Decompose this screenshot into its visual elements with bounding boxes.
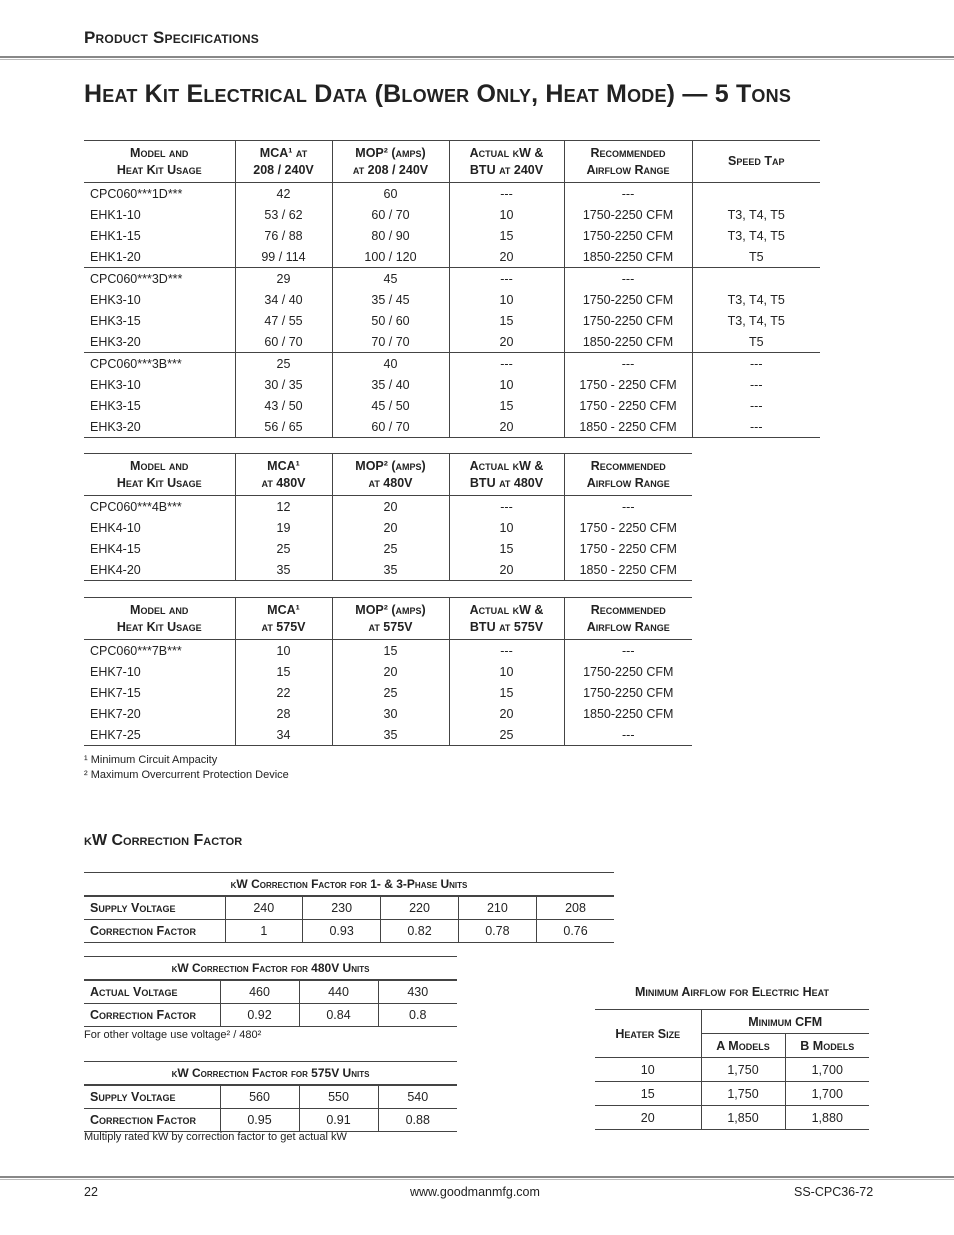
table-cell: 20 <box>449 559 564 581</box>
table-cell: EHK7-15 <box>90 685 141 700</box>
ma-cell: 1,750 <box>701 1082 785 1106</box>
table-cell: EHK4-10 <box>90 520 141 535</box>
table-cell: EHK4-15 <box>90 541 141 556</box>
footer-rule <box>0 1176 954 1178</box>
cf-cell: 430 <box>378 980 457 1004</box>
column-header <box>449 598 564 640</box>
table-cell: 1850-2250 CFM <box>564 703 692 724</box>
table-cell: 10 <box>449 517 564 538</box>
column-header-line: Recommended <box>590 602 666 617</box>
cf-cell: 460 <box>220 980 299 1004</box>
table-row <box>84 724 692 746</box>
cf-cell: 0.82 <box>381 920 458 943</box>
table-cell: 1850-2250 CFM <box>564 331 692 353</box>
table-cell: 30 <box>332 703 449 724</box>
kw-correction-table-1-3-phase <box>84 872 614 943</box>
table-cell: 20 <box>449 416 564 438</box>
table-cell: 1750 - 2250 CFM <box>564 395 692 416</box>
table-cell: 60 / 70 <box>235 331 332 353</box>
table-cell: EHK3-20 <box>84 416 235 438</box>
cf-cell: 230 <box>302 896 380 920</box>
column-header-line: Speed Tap <box>728 154 785 168</box>
cf-cell: 540 <box>378 1085 457 1109</box>
table-row <box>84 331 820 353</box>
column-header <box>564 454 692 496</box>
cf-cell: 208 <box>537 896 614 920</box>
table-cell: --- <box>692 416 820 438</box>
cf-cell: 240 <box>225 896 302 920</box>
table-cell: CPC060***3D*** <box>90 271 183 286</box>
table-cell: 20 <box>449 703 564 724</box>
table-cell: 1750 - 2250 CFM <box>564 374 692 395</box>
table-row <box>84 703 692 724</box>
column-header-line: Airflow Range <box>586 162 670 177</box>
cf-caption: kW Correction Factor for 575V Units <box>84 1062 457 1086</box>
table-cell: 60 / 70 <box>332 204 449 225</box>
table-row <box>84 640 692 662</box>
cf-cell: 0.88 <box>378 1109 457 1132</box>
table-cell: EHK3-10 <box>90 377 141 392</box>
table-cell: --- <box>564 353 692 375</box>
table-cell: T5 <box>692 331 820 353</box>
column-header-line: BTU at 480V <box>469 475 544 490</box>
table-cell: 1850-2250 CFM <box>564 246 692 268</box>
footer-rule-thin <box>0 1179 954 1180</box>
table-cell: --- <box>692 374 820 395</box>
table-cell: 10 <box>449 374 564 395</box>
table-cell: 45 <box>332 268 449 290</box>
column-header <box>449 454 564 496</box>
table-cell: T3, T4, T5 <box>692 225 820 246</box>
column-header-line: MCA¹ <box>267 458 300 473</box>
column-header <box>564 598 692 640</box>
ma-cell: 1,700 <box>785 1058 869 1082</box>
table-cell: 25 <box>235 538 332 559</box>
column-header-line: Actual kW & <box>469 458 544 473</box>
section-heading: Product Specifications <box>84 28 259 47</box>
column-header-line: at 575V <box>368 619 413 634</box>
table-cell: 19 <box>235 517 332 538</box>
table-row <box>84 183 820 205</box>
heat-kit-table-575v <box>84 597 692 746</box>
table-cell: --- <box>449 640 564 662</box>
cf-label: Correction Factor <box>84 1109 220 1132</box>
table-cell: 15 <box>449 682 564 703</box>
cf-cell: 1 <box>225 920 302 943</box>
column-header-line: Heat Kit Usage <box>116 619 202 634</box>
ma-cell: 10 <box>595 1058 701 1082</box>
table-cell: 34 / 40 <box>235 289 332 310</box>
table-cell: 22 <box>235 682 332 703</box>
column-header <box>332 141 449 183</box>
table-cell: 60 <box>332 183 449 205</box>
ma-cell: 1,750 <box>701 1058 785 1082</box>
cf-cell: 220 <box>381 896 458 920</box>
ma-cell: 1,850 <box>701 1106 785 1130</box>
table-row <box>84 661 692 682</box>
table-cell: T5 <box>692 246 820 268</box>
header-rule <box>0 56 954 58</box>
header-rule-thin <box>0 59 954 60</box>
table-cell: 42 <box>235 183 332 205</box>
table-cell: T3, T4, T5 <box>692 289 820 310</box>
table-row <box>84 289 820 310</box>
column-header-line: Model and <box>130 602 189 617</box>
table-cell: 45 / 50 <box>332 395 449 416</box>
table-cell: 10 <box>449 289 564 310</box>
table-cell: 1750-2250 CFM <box>564 204 692 225</box>
column-header-line: MOP² (amps) <box>355 145 426 160</box>
kw-correction-table-575v <box>84 1061 457 1132</box>
footnote-mca: ¹ Minimum Circuit Ampacity <box>84 754 218 766</box>
cf-cell: 0.93 <box>302 920 380 943</box>
table-cell: 43 / 50 <box>235 395 332 416</box>
page-number: 22 <box>84 1185 98 1199</box>
column-header-line: MCA¹ <box>267 602 300 617</box>
table-row <box>84 559 692 581</box>
min-airflow-title: Minimum Airflow for Electric Heat <box>634 985 830 999</box>
table-row <box>84 353 820 375</box>
table-cell: EHK3-20 <box>84 331 235 353</box>
table-cell: EHK3-15 <box>90 398 141 413</box>
table-cell: --- <box>692 395 820 416</box>
table-cell: 10 <box>449 661 564 682</box>
table-cell: 35 / 45 <box>332 289 449 310</box>
table-cell: 60 / 70 <box>332 416 449 438</box>
cf-cell: 0.8 <box>378 1004 457 1027</box>
ma-cell: 1,700 <box>785 1082 869 1106</box>
table-cell: 35 <box>332 724 449 746</box>
cf-cell: 0.84 <box>299 1004 378 1027</box>
table-row <box>84 517 692 538</box>
table-cell: --- <box>564 496 692 518</box>
voltage-note: For other voltage use voltage² / 480² <box>84 1029 262 1041</box>
column-header-line: Model and <box>130 458 189 473</box>
table-cell: 10 <box>449 204 564 225</box>
table-cell: 12 <box>235 496 332 518</box>
cf-cell: 550 <box>299 1085 378 1109</box>
table-cell <box>692 268 820 290</box>
doc-number: SS-CPC36-72 <box>794 1185 874 1199</box>
footnote-mop: ² Maximum Overcurrent Protection Device <box>84 769 289 781</box>
column-header <box>84 454 235 496</box>
table-cell: --- <box>564 640 692 662</box>
cf-cell: 210 <box>458 896 536 920</box>
min-airflow-table <box>595 1009 869 1130</box>
table-cell: --- <box>449 496 564 518</box>
column-header <box>332 598 449 640</box>
table-cell: --- <box>564 268 692 290</box>
table-cell: 1750-2250 CFM <box>564 310 692 331</box>
table-cell: 25 <box>332 538 449 559</box>
table-cell: 47 / 55 <box>235 310 332 331</box>
column-header-line: at 480V <box>261 475 306 490</box>
table-cell: 99 / 114 <box>235 246 332 268</box>
table-cell: T3, T4, T5 <box>692 310 820 331</box>
table-cell: EHK7-10 <box>90 664 141 679</box>
table-cell: EHK1-15 <box>90 228 141 243</box>
table-cell: 15 <box>332 640 449 662</box>
heater-size-header: Heater Size <box>595 1010 701 1058</box>
column-header-line: Heat Kit Usage <box>116 475 202 490</box>
table-cell: 15 <box>449 225 564 246</box>
kw-correction-table-480v <box>84 956 457 1027</box>
table-cell: --- <box>692 353 820 375</box>
column-header-line: Heat Kit Usage <box>116 162 202 177</box>
table-cell: 15 <box>449 538 564 559</box>
table-row <box>84 496 692 518</box>
table-cell: 80 / 90 <box>332 225 449 246</box>
table-row <box>84 395 820 416</box>
table-row <box>84 416 820 438</box>
table-cell: 1750 - 2250 CFM <box>564 517 692 538</box>
table-cell: EHK7-25 <box>84 724 235 746</box>
table-cell: 100 / 120 <box>332 246 449 268</box>
table-row <box>84 374 820 395</box>
page-title: Heat Kit Electrical Data (Blower Only, Heat Mode) — 5 Tons <box>84 80 792 108</box>
table-cell: 15 <box>449 310 564 331</box>
min-cfm-header: Minimum CFM <box>701 1010 869 1034</box>
table-row <box>84 246 820 268</box>
column-header <box>564 141 692 183</box>
table-cell: EHK4-20 <box>84 559 235 581</box>
cf-caption: kW Correction Factor for 480V Units <box>84 957 457 981</box>
table-cell: 20 <box>332 661 449 682</box>
table-cell: 25 <box>235 353 332 375</box>
table-cell: 35 <box>332 559 449 581</box>
table-row <box>84 268 820 290</box>
table-cell: 30 / 35 <box>235 374 332 395</box>
table-cell: EHK7-20 <box>90 706 141 721</box>
cf-cell: 0.91 <box>299 1109 378 1132</box>
cf-label: Correction Factor <box>84 1004 220 1027</box>
column-header-line: Model and <box>130 145 189 160</box>
column-header <box>84 598 235 640</box>
column-header-line: MCA¹ at <box>259 145 308 160</box>
table-cell: 15 <box>235 661 332 682</box>
column-header-line: 208 / 240V <box>253 162 314 177</box>
table-cell: 1750-2250 CFM <box>564 289 692 310</box>
cf-cell: 0.92 <box>220 1004 299 1027</box>
table-cell: --- <box>449 183 564 205</box>
table-cell: 50 / 60 <box>332 310 449 331</box>
table-cell: --- <box>449 353 564 375</box>
cf-cell: 440 <box>299 980 378 1004</box>
cf-label: Actual Voltage <box>84 980 220 1004</box>
table-cell: 15 <box>449 395 564 416</box>
cf-caption: kW Correction Factor for 1- & 3-Phase Units <box>84 873 614 897</box>
table-cell: 35 / 40 <box>332 374 449 395</box>
column-header-line: Airflow Range <box>586 475 670 490</box>
table-cell: 56 / 65 <box>235 416 332 438</box>
table-row <box>84 225 820 246</box>
kw-correction-heading: kW Correction Factor <box>84 832 243 849</box>
column-header-line: at 208 / 240V <box>352 162 429 177</box>
table-cell: CPC060***3B*** <box>90 356 182 371</box>
column-header <box>449 141 564 183</box>
cf-cell: 0.78 <box>458 920 536 943</box>
table-cell: EHK3-10 <box>90 292 141 307</box>
ma-cell: 15 <box>595 1082 701 1106</box>
ma-cell: 1,880 <box>785 1106 869 1130</box>
table-cell: T3, T4, T5 <box>692 204 820 225</box>
table-row <box>84 204 820 225</box>
column-header-line: Actual kW & <box>469 145 544 160</box>
column-header <box>692 141 820 183</box>
table-cell: 1750-2250 CFM <box>564 682 692 703</box>
table-cell: 34 <box>235 724 332 746</box>
cf-label: Supply Voltage <box>84 1085 220 1109</box>
table-row <box>84 538 692 559</box>
table-cell: 53 / 62 <box>235 204 332 225</box>
table-cell: EHK1-10 <box>90 207 141 222</box>
table-cell: 40 <box>332 353 449 375</box>
table-row <box>84 310 820 331</box>
table-cell <box>692 183 820 205</box>
column-header-line: Actual kW & <box>469 602 544 617</box>
table-cell: 1850 - 2250 CFM <box>564 559 692 581</box>
column-header-line: MOP² (amps) <box>355 458 426 473</box>
cf-label: Supply Voltage <box>84 896 225 920</box>
table-cell: 1850 - 2250 CFM <box>564 416 692 438</box>
table-cell: 20 <box>449 246 564 268</box>
b-models-header: B Models <box>785 1034 869 1058</box>
cf-label: Correction Factor <box>84 920 225 943</box>
a-models-header: A Models <box>701 1034 785 1058</box>
table-cell: CPC060***1D*** <box>90 186 183 201</box>
table-cell: 29 <box>235 268 332 290</box>
table-cell: 10 <box>235 640 332 662</box>
table-cell: 76 / 88 <box>235 225 332 246</box>
table-cell: 1750 - 2250 CFM <box>564 538 692 559</box>
column-header-line: at 480V <box>368 475 413 490</box>
cf-cell: 0.95 <box>220 1109 299 1132</box>
table-cell: EHK3-15 <box>90 313 141 328</box>
cf-cell: 560 <box>220 1085 299 1109</box>
column-header <box>332 454 449 496</box>
heat-kit-table-480v <box>84 453 692 581</box>
table-cell: 35 <box>235 559 332 581</box>
column-header-line: Airflow Range <box>586 619 670 634</box>
column-header-line: MOP² (amps) <box>355 602 426 617</box>
column-header-line: BTU at 240V <box>469 162 544 177</box>
table-cell: 70 / 70 <box>332 331 449 353</box>
column-header-line: BTU at 575V <box>469 619 544 634</box>
heat-kit-table-240v <box>84 140 820 438</box>
multiply-note: Multiply rated kW by correction factor to get actual kW <box>84 1131 347 1143</box>
table-cell: --- <box>449 268 564 290</box>
column-header <box>235 454 332 496</box>
footer-url[interactable]: www.goodmanmfg.com <box>410 1185 540 1199</box>
ma-cell: 20 <box>595 1106 701 1130</box>
table-cell: 1750-2250 CFM <box>564 661 692 682</box>
column-header <box>235 141 332 183</box>
table-cell: CPC060***4B*** <box>90 499 182 514</box>
table-row <box>84 682 692 703</box>
table-cell: 20 <box>332 517 449 538</box>
cf-cell: 0.76 <box>537 920 614 943</box>
column-header-line: at 575V <box>261 619 306 634</box>
table-cell: 28 <box>235 703 332 724</box>
column-header <box>84 141 235 183</box>
table-cell: 25 <box>449 724 564 746</box>
table-cell: 25 <box>332 682 449 703</box>
column-header-line: Recommended <box>590 458 666 473</box>
table-cell: --- <box>564 724 692 746</box>
table-cell: 20 <box>332 496 449 518</box>
table-cell: CPC060***7B*** <box>90 643 182 658</box>
table-cell: EHK1-20 <box>84 246 235 268</box>
table-cell: 20 <box>449 331 564 353</box>
column-header-line: Recommended <box>590 145 666 160</box>
column-header <box>235 598 332 640</box>
table-cell: --- <box>564 183 692 205</box>
table-cell: 1750-2250 CFM <box>564 225 692 246</box>
